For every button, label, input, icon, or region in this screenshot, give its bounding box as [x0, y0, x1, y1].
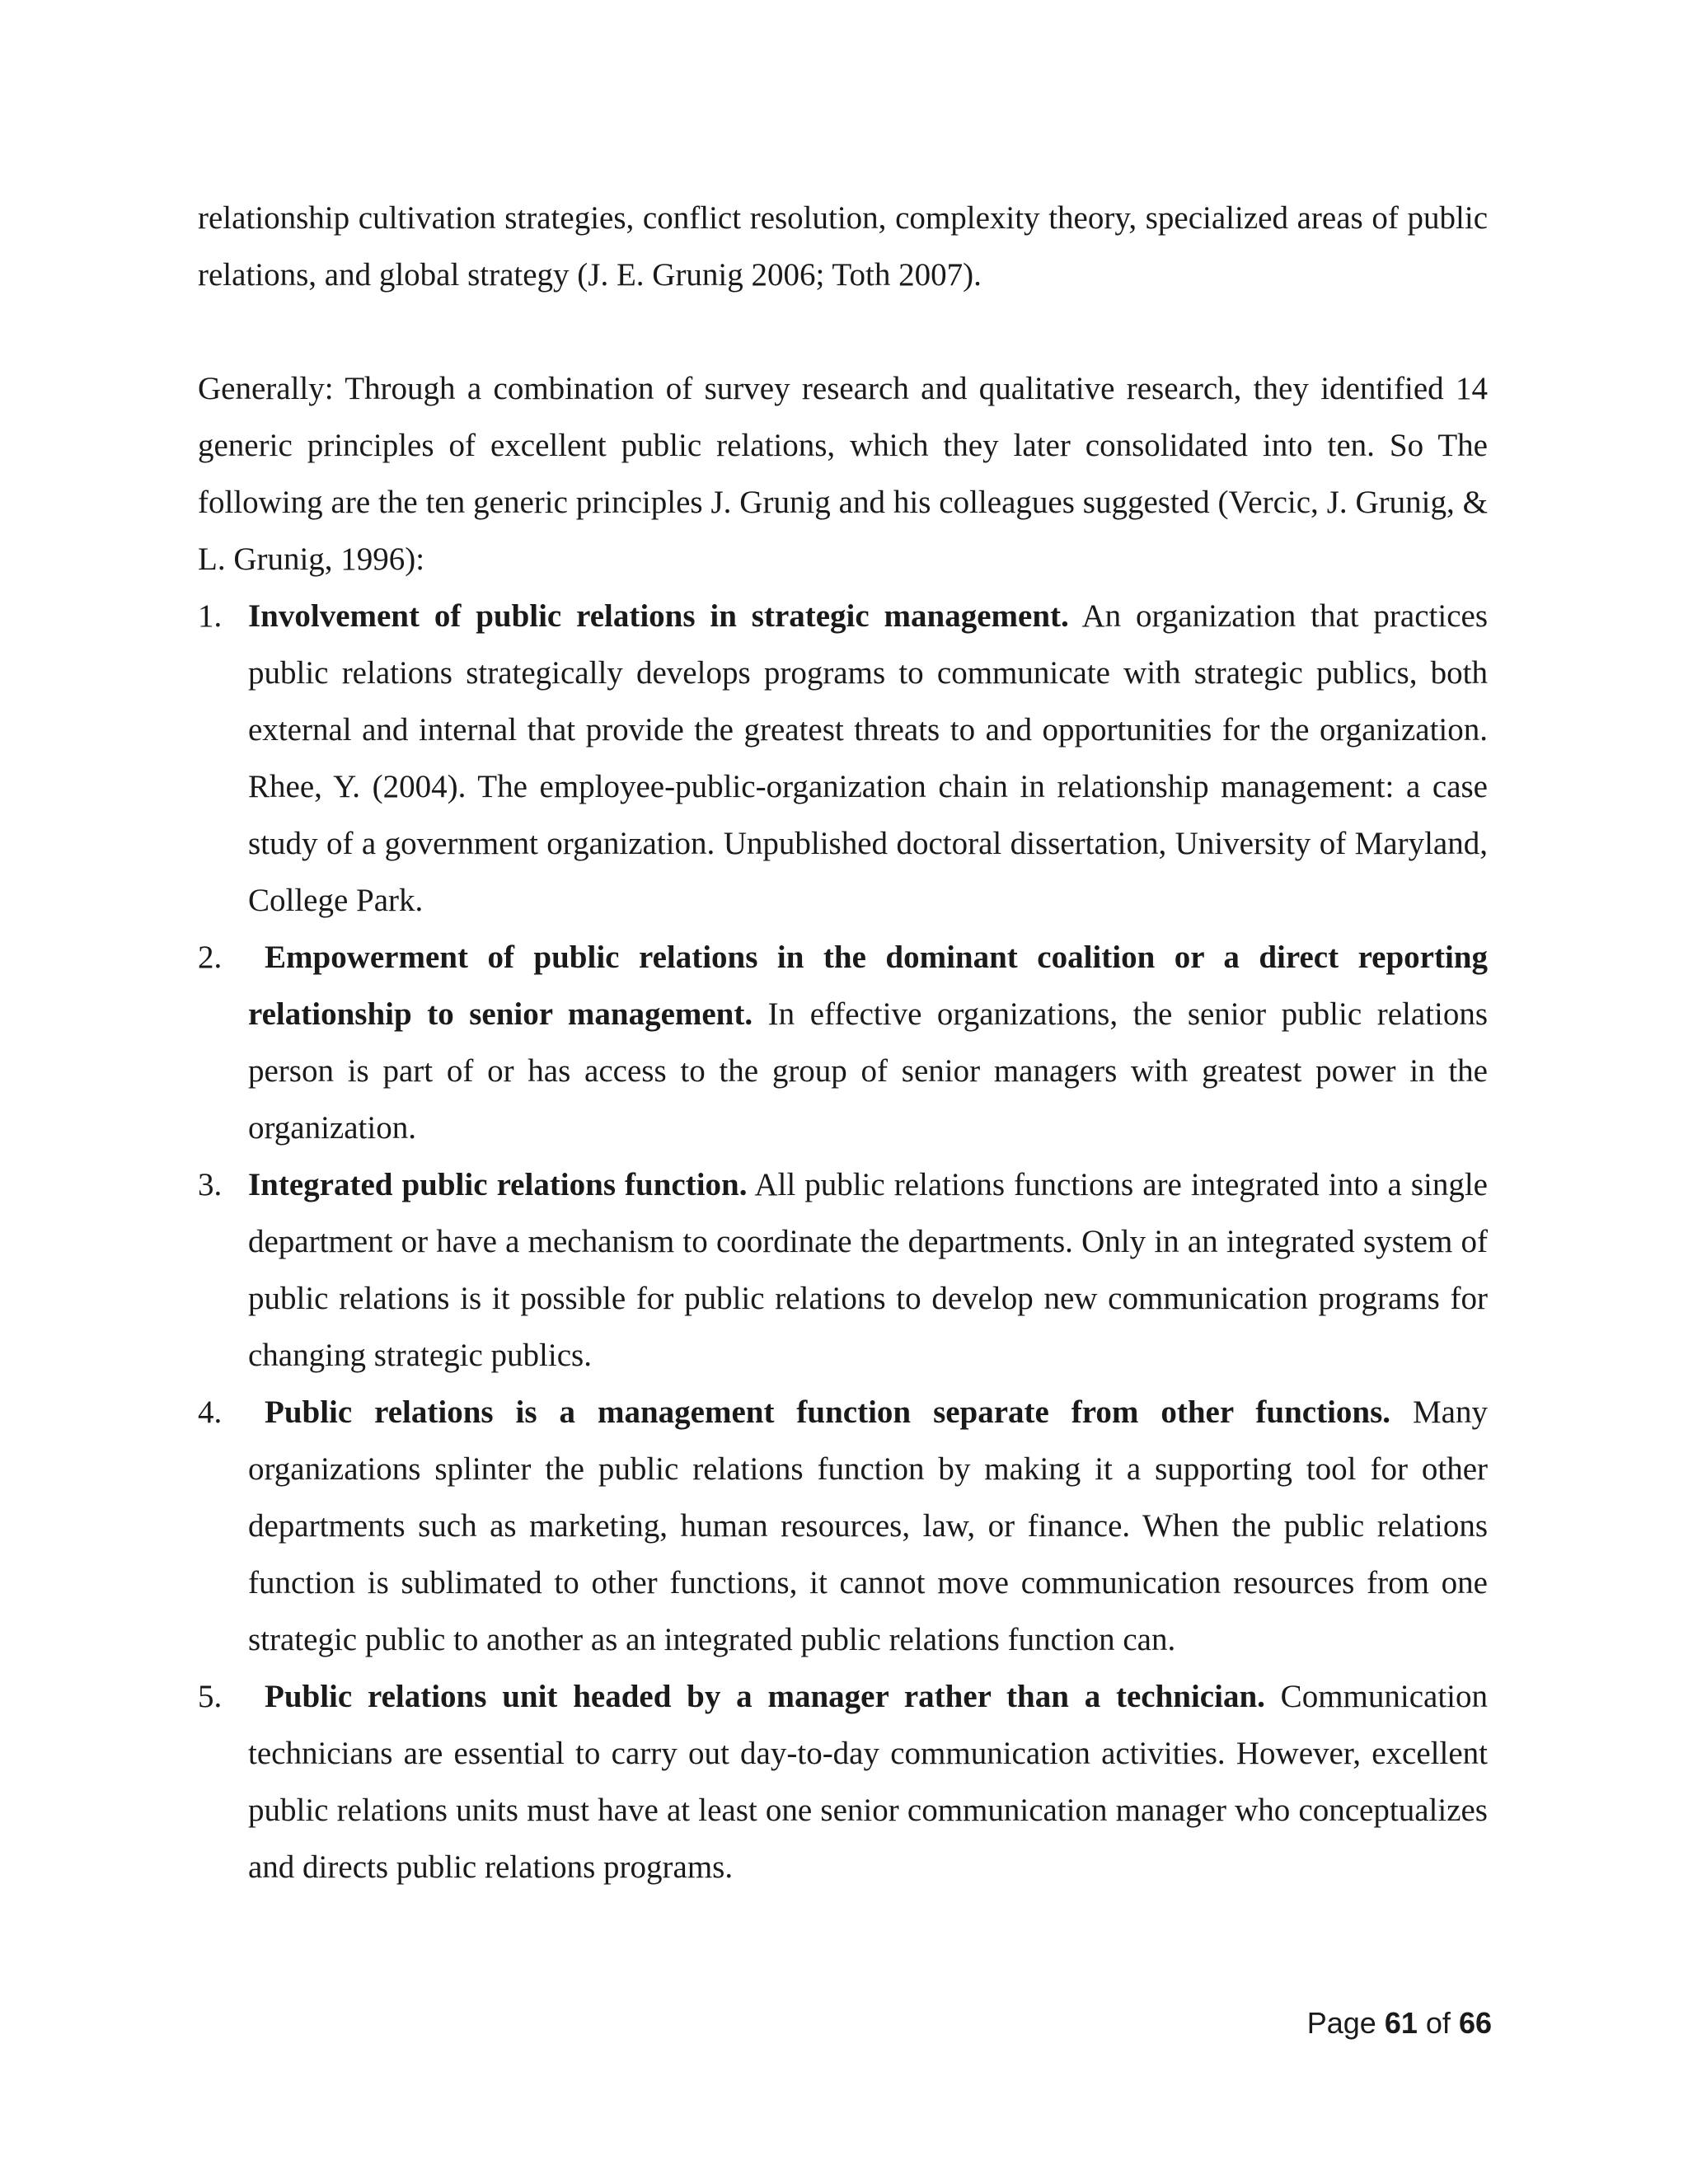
principle-title: Public relations unit headed by a manager rather than a technician.	[265, 1679, 1265, 1714]
list-number: 5.	[198, 1679, 223, 1714]
page-current: 61	[1384, 2006, 1418, 2040]
principle-text: An organization that practices public relations strategically develops programs to communicate with strategic publics, both external and internal that provide the greatest threats to and opportunities for the organization. Rhee, Y. (2004). The employee-public-organization chain in relationship management: a case study of a government organization. Unpublished doctoral dissertation, University of Maryland, College Park.	[248, 598, 1489, 918]
list-item	[198, 1156, 1488, 1384]
page-label: Page	[1306, 2006, 1376, 2040]
list-number: 3.	[198, 1167, 223, 1202]
principle-text: All public relations functions are integrated into a single department or have a mechanism to coordinate the departments. Only in an integrated system of public relations is it possible for public relations to develop new communication programs for changing strategic publics.	[248, 1167, 1488, 1373]
principle-text: Communication technicians are essential to carry out day-to-day communication activities. However, excellent public relations units must have at least one senior communication manager who conceptualizes and directs public relations programs.	[248, 1679, 1488, 1885]
paragraph-intro: Generally: Through a combination of survey research and qualitative research, they identified 14 generic principles of excellent public relations, which they later consolidated into ten. So The following are the ten generic principles J. Grunig and his colleagues suggested (Vercic, J. Grunig, & L. Grunig, 1996):	[198, 371, 1488, 577]
list-item	[198, 1384, 1488, 1668]
principle-text: In effective organizations, the senior public relations person is part of or has access to the group of senior managers with greatest power in the organization.	[248, 996, 1488, 1146]
page-total: 66	[1458, 2006, 1492, 2040]
list-number: 4.	[198, 1394, 223, 1430]
list-item	[198, 929, 1488, 1156]
principle-text: Many organizations splinter the public relations function by making it a supporting tool for other departments such as marketing, human resources, law, or finance. When the public relations function is sublimated to other functions, it cannot move communication resources from one strategic public to another as an integrated public relations function can.	[248, 1394, 1488, 1657]
list-item	[198, 588, 1488, 929]
page-number-footer	[1307, 2003, 1492, 2044]
principle-title: Involvement of public relations in strategic management.	[248, 598, 1069, 634]
list-item	[198, 1668, 1488, 1896]
of-label: of	[1425, 2006, 1451, 2040]
principle-title: Integrated public relations function.	[248, 1167, 748, 1202]
principle-title: Empowerment of public relations in the dominant coalition or a direct reporting relationship to senior management.	[248, 940, 1488, 1032]
list-number: 1.	[198, 598, 223, 634]
paragraph-continuation: relationship cultivation strategies, conflict resolution, complexity theory, specialized areas of public relations, and global strategy (J. E. Grunig 2006; Toth 2007).	[198, 200, 1488, 293]
principles-list	[198, 588, 1488, 1896]
principle-title: Public relations is a management function separate from other functions.	[265, 1394, 1391, 1430]
list-number: 2.	[198, 940, 223, 975]
